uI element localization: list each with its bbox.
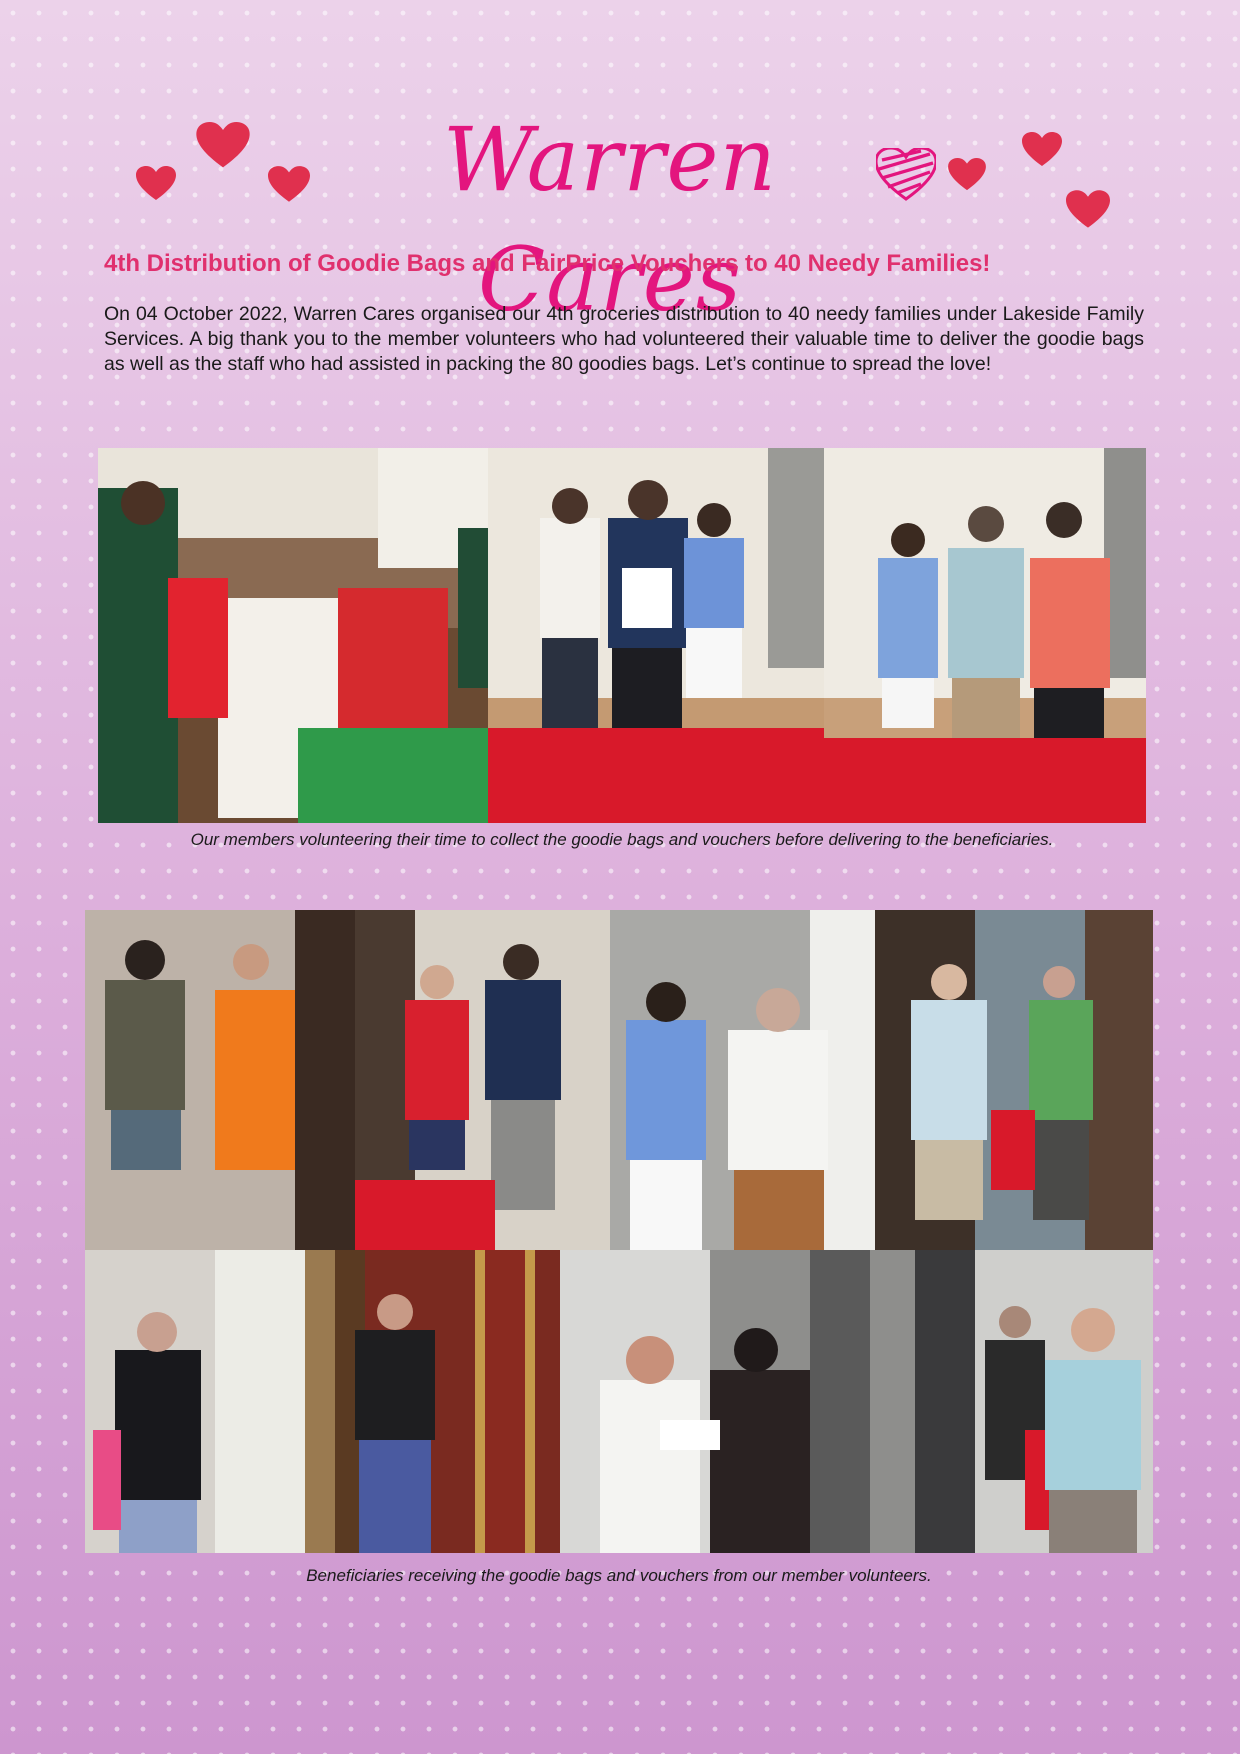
scribble-heart-icon [876, 148, 936, 202]
top-gallery-caption: Our members volunteering their time to collect the goodie bags and vouchers before delivering to the beneficiaries. [190, 830, 1054, 849]
photo-beneficiary-8 [915, 1250, 1153, 1553]
photo-beneficiary-7 [560, 1250, 915, 1553]
photo-volunteers-with-vouchers [824, 448, 1146, 823]
article-body: On 04 October 2022, Warren Cares organised our 4th groceries distribution to 40 needy families under Lakeside Family Services. A big thank you to the member volunteers who had volunteered their valuable time to deliver the goodie bags as well as the staff who had assisted in packing the 80 goodies bags. Let’s continue to spread the love! [104, 303, 1144, 375]
heart-icon [1066, 190, 1110, 230]
heart-icon [136, 166, 176, 202]
bottom-gallery-caption: Beneficiaries receiving the goodie bags and vouchers from our member volunteers. [306, 1566, 932, 1585]
photo-beneficiary-6 [335, 1250, 560, 1553]
photo-beneficiary-1 [85, 910, 355, 1250]
page-title: Warren Cares [442, 108, 778, 331]
heart-icon [1022, 132, 1062, 168]
heart-icon [196, 122, 250, 170]
article-headline: 4th Distribution of Goodie Bags and FairPrice Vouchers to 40 Needy Families! [104, 250, 991, 277]
photo-packing-goodie-bags [98, 448, 488, 823]
heart-icon [268, 166, 310, 204]
heart-icon [948, 158, 986, 192]
photo-volunteers-with-certificate [488, 448, 824, 823]
photo-beneficiary-4 [875, 910, 1153, 1250]
photo-beneficiary-3 [610, 910, 875, 1250]
photo-beneficiary-2 [355, 910, 610, 1250]
photo-beneficiary-5 [85, 1250, 335, 1553]
